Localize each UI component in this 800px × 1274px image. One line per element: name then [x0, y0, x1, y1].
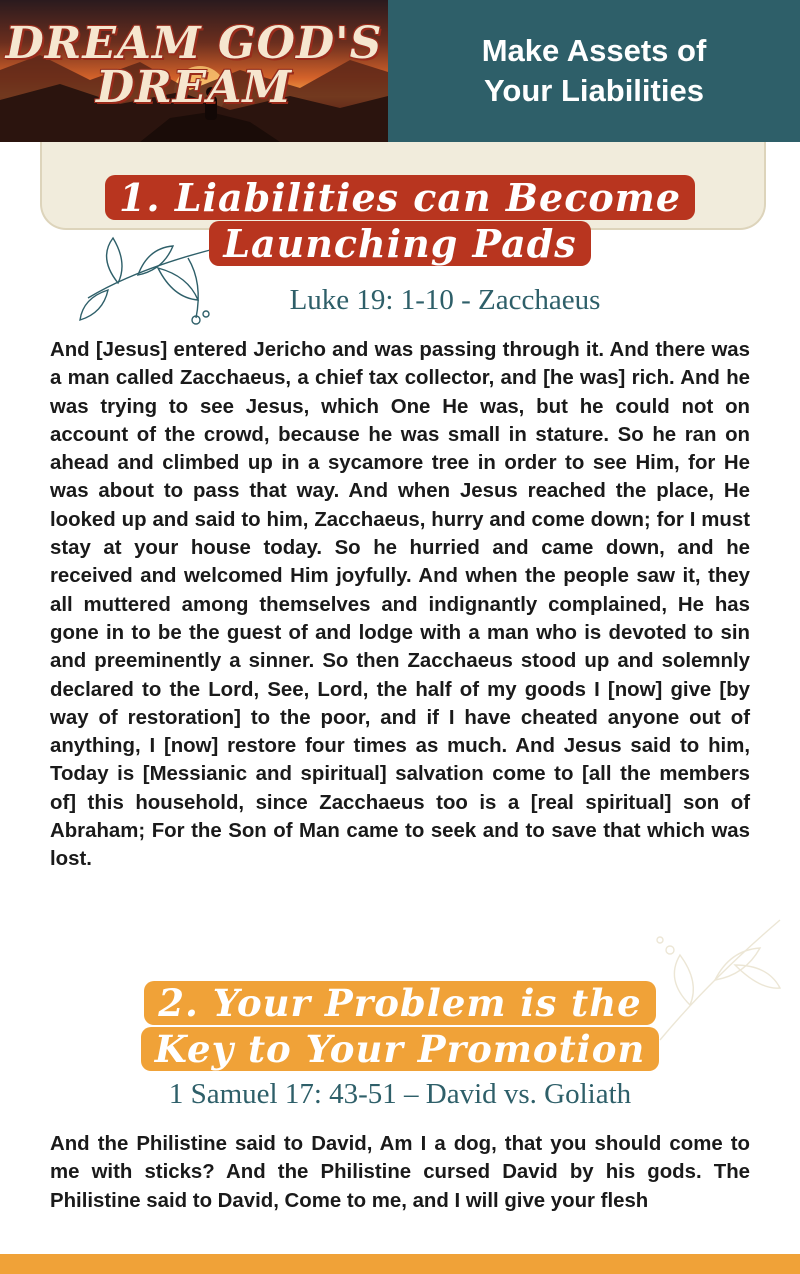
hero-image — [0, 0, 388, 142]
section-2-heading-line-2: Key to Your Promotion — [141, 1027, 660, 1071]
section-1-heading-line-2: Launching Pads — [209, 221, 590, 266]
header — [0, 0, 800, 142]
section-2-scripture-reference: 1 Samuel 17: 43-51 – David vs. Goliath — [168, 1078, 632, 1110]
section-1-heading — [0, 175, 800, 267]
section-2-heading-line-1: 2. Your Problem is the — [144, 981, 655, 1025]
page-title — [388, 0, 800, 142]
logo-line-2: DREAM — [95, 62, 293, 113]
page-title-line-2: Your Liabilities — [484, 73, 704, 108]
section-1-passage: And [Jesus] entered Jericho and was passing through it. And there was a man called Zacchaeus, a chief tax collector, and [he was] rich. And he was trying to see Jesus, which One He was, but he could not on account of the crowd, because he was small in stature. So he ran on ahead and climbed up in a sycamore tree in order to see Him, for He was about to pass that way. And when Jesus reached the place, He looked up and said to him, Zacchaeus, hurry and come down; for I must stay at your house today. So he hurried and came down, and he received and welcomed Him joyfully. And when the people saw it, they all muttered among themselves and indignantly complained, He has gone in to be the guest of and lodge with a man who is devoted to sin and preeminently a sinner. So then Zacchaeus stood up and solemnly declared to the Lord, See, Lord, the half of my goods I [now] give [by way of restoration] to the poor, and if I have cheated anyone out of anything, I [now] restore four times as much. And Jesus said to him, Today is [Messianic and spiritual] salvation come to [all the members of] this household, since Zacchaeus too is a [real spiritual] son of Abraham; For the Son of Man came to seek and to save that which was lost. — [50, 339, 750, 871]
section-2-heading — [0, 980, 800, 1072]
footer-bar — [0, 1254, 800, 1274]
logo-line-1: DREAM GOD'S — [5, 18, 383, 69]
section-2-passage: And the Philistine said to David, Am I a dog, that you should come to me with sticks? And the Philistine cursed David by his gods. The Philistine said to David, Come to me, and I will give your flesh — [50, 1133, 750, 1212]
section-1-heading-line-1: 1. Liabilities can Become — [105, 175, 695, 220]
section-1-scripture-reference: Luke 19: 1-10 - Zacchaeus — [289, 284, 601, 316]
page-title-line-1: Make Assets of — [481, 33, 707, 68]
